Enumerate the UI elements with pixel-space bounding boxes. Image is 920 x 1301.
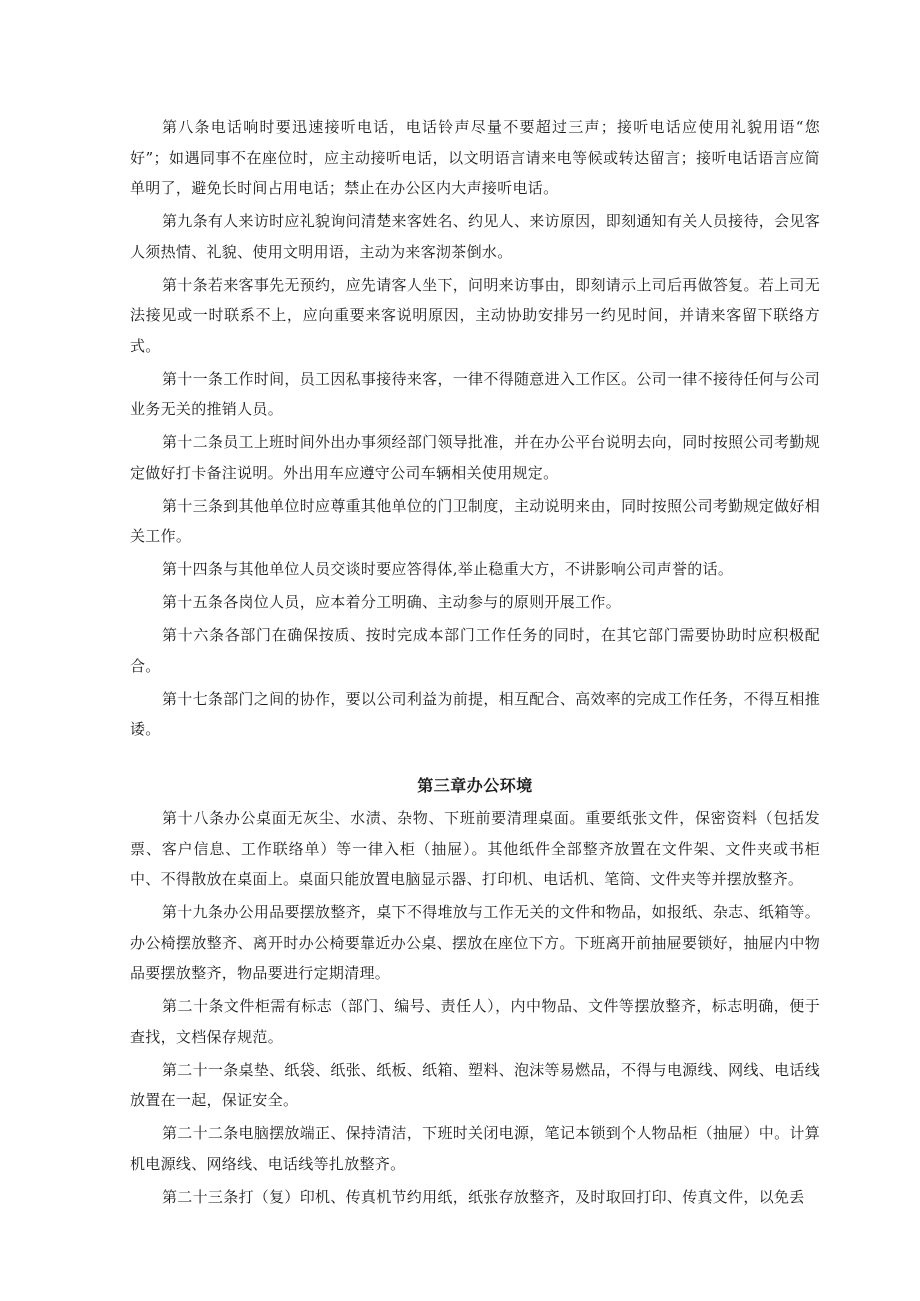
article-10: 第十条若来客事先无预约，应先请客人坐下，问明来访事由，即刻请示上司后再做答复。若上司无法接见或一时联系不上，应向重要来客说明原因，主动协助安排另一约见时间，并请来客留下联络方式。 — [130, 275, 820, 355]
article-14: 第十四条与其他单位人员交谈时要应答得体,举止稳重大方，不讲影响公司声誉的话。 — [162, 560, 734, 578]
article-13: 第十三条到其他单位时应尊重其他单位的门卫制度，主动说明来由，同时按照公司考勤规定做好相关工作。 — [130, 496, 820, 545]
article-15: 第十五条各岗位人员，应本着分工明确、主动参与的原则开展工作。 — [162, 593, 622, 611]
article-11: 第十一条工作时间，员工因私事接待来客，一律不得随意进入工作区。公司一律不接待任何与公司业务无关的推销人员。 — [130, 369, 820, 418]
article-9: 第九条有人来访时应礼貌询问清楚来客姓名、约见人、来访原因，即刻通知有关人员接待，会见客人须热情、礼貌、使用文明用语，主动为来客沏茶倒水。 — [130, 212, 820, 261]
article-12: 第十二条员工上班时间外出办事须经部门领导批准，并在办公平台说明去向，同时按照公司考勤规定做好打卡备注说明。外出用车应遵守公司车辆相关使用规定。 — [130, 433, 820, 482]
document-body — [130, 112, 820, 1215]
article-22: 第二十二条电脑摆放端正、保持清洁，下班时关闭电源，笔记本锁到个人物品柜（抽屉）中。计算机电源线、网络线、电话线等扎放整齐。 — [130, 1124, 820, 1173]
article-17: 第十七条部门之间的协作，要以公司利益为前提，相互配合、高效率的完成工作任务，不得互相推诿。 — [130, 689, 820, 738]
article-19: 第十九条办公用品要摆放整齐，桌下不得堆放与工作无关的文件和物品，如报纸、杂志、纸箱等。办公椅摆放整齐、离开时办公椅要靠近办公桌、摆放在座位下方。下班离开前抽屉要锁好，抽屉内中物品要摆放整齐，物品要进行定期清理。 — [130, 903, 820, 982]
chapter-title: 第三章办公环境 — [417, 775, 533, 795]
article-23: 第二十三条打（复）印机、传真机节约用纸，纸张存放整齐，及时取回打印、传真文件，以免丢 — [162, 1187, 805, 1206]
article-20: 第二十条文件柜需有标志（部门、编号、责任人），内中物品、文件等摆放整齐，标志明确，便于查找，文档保存规范。 — [130, 997, 820, 1046]
article-8: 第八条电话响时要迅速接听电话，电话铃声尽量不要超过三声；接听电话应使用礼貌用语“您好”；如遇同事不在座位时，应主动接听电话，以文明语言请来电等候或转达留言；接听电话语言应简单明了，避免长时间占用电话；禁止在办公区内大声接听电话。 — [130, 118, 820, 197]
article-16: 第十六条各部门在确保按质、按时完成本部门工作任务的同时，在其它部门需要协助时应积极配合。 — [130, 626, 820, 675]
article-18: 第十八条办公桌面无灰尘、水渍、杂物、下班前要清理桌面。重要纸张文件，保密资料（包括发票、客户信息、工作联络单）等一律入柜（抽屉）。其他纸件全部整齐放置在文件架、文件夹或书柜中、不得散放在桌面上。桌面只能放置电脑显示器、打印机、电话机、笔筒、文件夹等并摆放整齐。 — [130, 809, 820, 888]
article-21: 第二十一条桌垫、纸袋、纸张、纸板、纸箱、塑料、泡沫等易燃品，不得与电源线、网线、电话线放置在一起，保证安全。 — [130, 1060, 820, 1109]
